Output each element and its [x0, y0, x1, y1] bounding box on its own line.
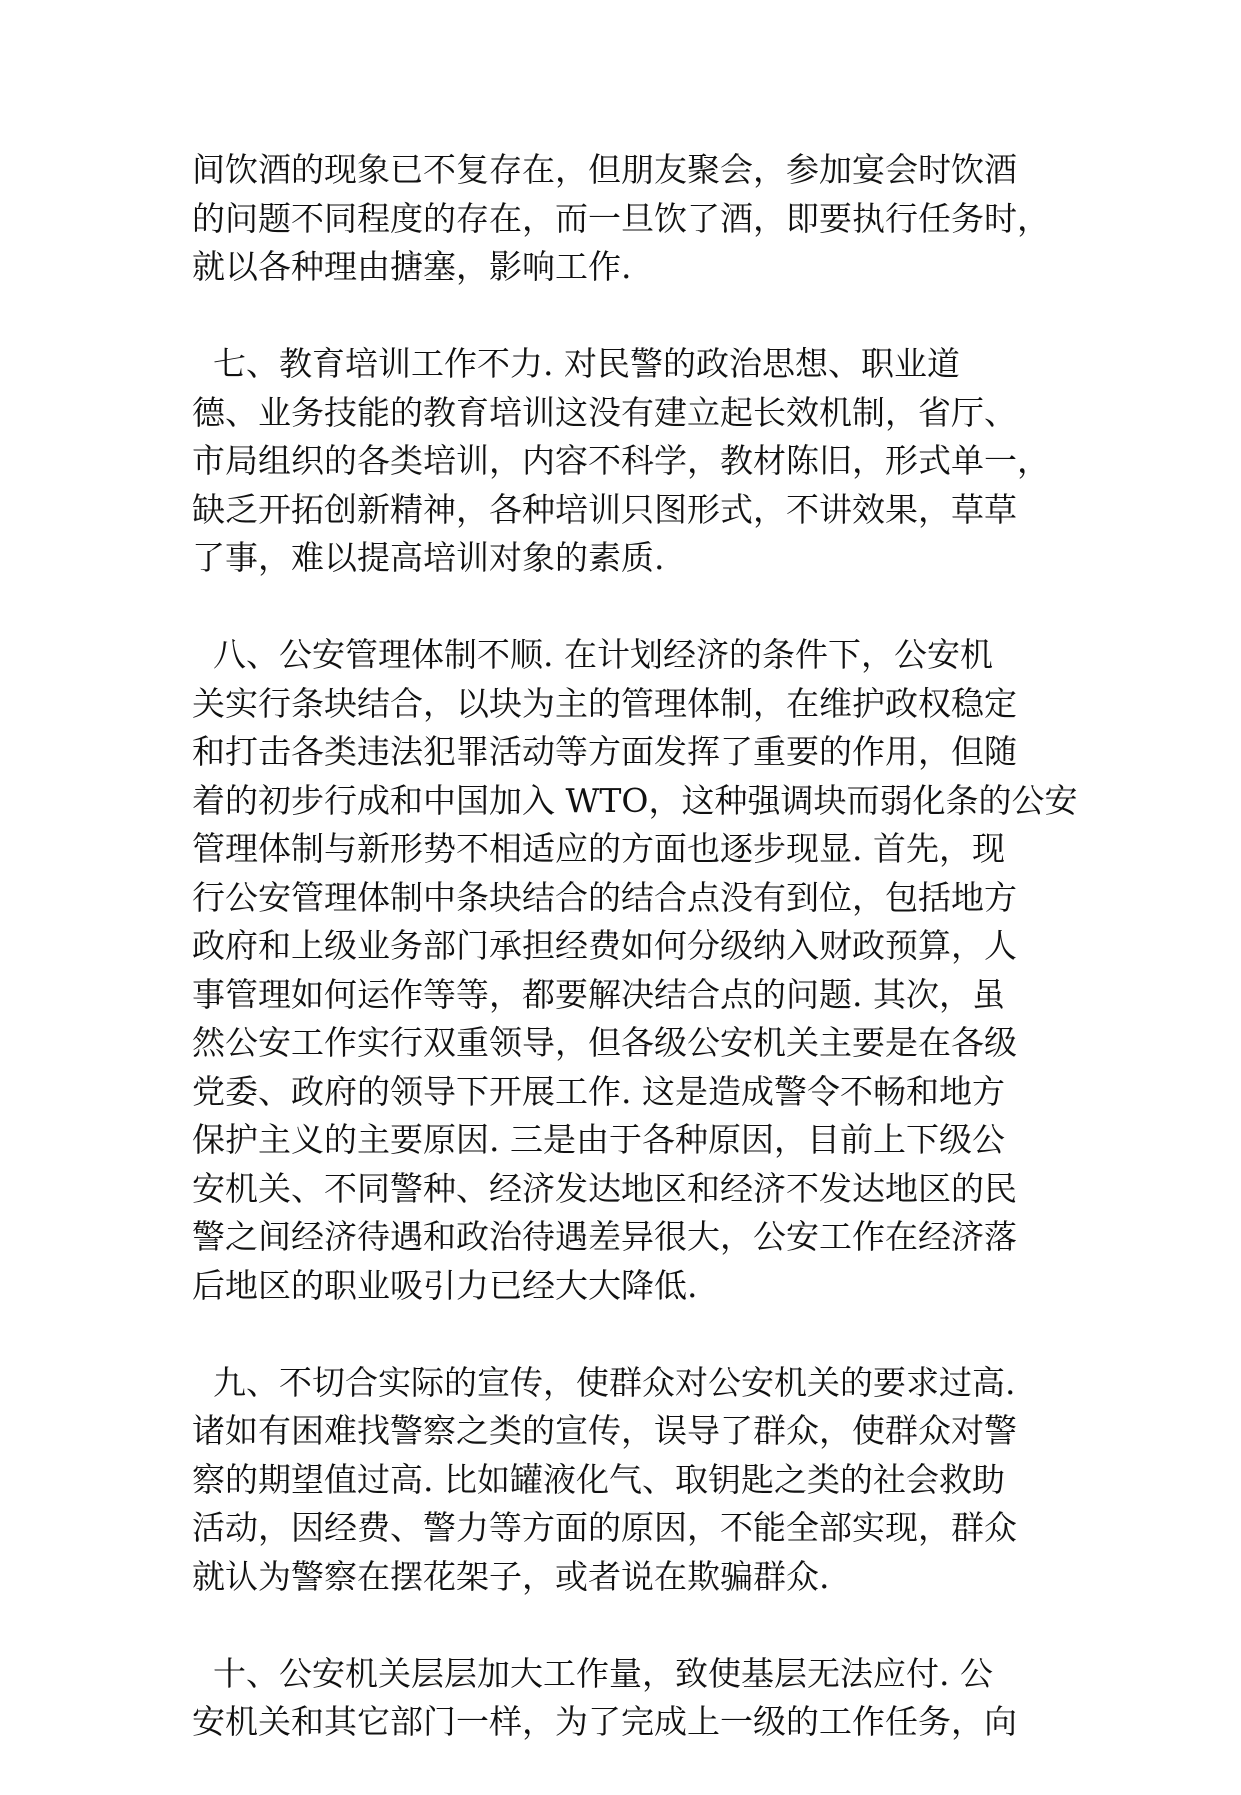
paragraph-section-9: [192, 1359, 1052, 1602]
text-line: 事管理如何运作等等，都要解决结合点的问题. 其次，虽: [192, 974, 1005, 1014]
paragraph-section-7: [192, 340, 1052, 583]
paragraph-section-8: [192, 631, 1078, 1310]
text-line: 了事，难以提高培训对象的素质.: [192, 538, 665, 577]
text-line: 十、公安机关层层加大工作量，致使基层无法应付. 公: [192, 1653, 993, 1693]
text-line: 行公安管理体制中条块结合的结合点没有到位，包括地方: [192, 877, 1017, 917]
text-line: 缺乏开拓创新精神，各种培训只图形式，不讲效果，草草: [192, 489, 1017, 529]
text-line: 就以各种理由搪塞，影响工作.: [192, 247, 632, 286]
text-line: 管理体制与新形势不相适应的方面也逐步现显. 首先，现: [192, 829, 1005, 868]
text-line: 关实行条块结合，以块为主的管理体制，在维护政权稳定: [192, 683, 1017, 723]
text-line: 市局组织的各类培训，内容不科学，教材陈旧，形式单一，: [192, 441, 1050, 480]
text-line: 就认为警察在摆花架子，或者说在欺骗群众.: [192, 1556, 830, 1596]
text-line: 政府和上级业务部门承担经费如何分级纳入财政预算，人: [192, 926, 1017, 965]
text-line: 察的期望值过高. 比如罐液化气、取钥匙之类的社会救助: [192, 1459, 1005, 1499]
paragraph-section-10: [192, 1650, 1052, 1747]
text-line: 保护主义的主要原因. 三是由于各种原因，目前上下级公: [192, 1120, 1005, 1159]
text-line: 七、教育培训工作不力. 对民警的政治思想、职业道: [192, 344, 960, 383]
text-line: 诸如有困难找警察之类的宣传，误导了群众，使群众对警: [192, 1411, 1017, 1450]
text-line: 党委、政府的领导下开展工作. 这是造成警令不畅和地方: [192, 1071, 1005, 1111]
text-line: 警之间经济待遇和政治待遇差异很大，公安工作在经济落: [192, 1217, 1017, 1256]
text-line: 着的初步行成和中国加入 WTO，这种强调块而弱化条的公安: [192, 780, 1078, 820]
text-line: 九、不切合实际的宣传，使群众对公安机关的要求过高.: [192, 1362, 1016, 1402]
text-line: 后地区的职业吸引力已经大大降低.: [192, 1265, 698, 1305]
text-line: 八、公安管理体制不顺. 在计划经济的条件下，公安机: [192, 635, 993, 674]
document-body: [192, 146, 1078, 1795]
text-line: 安机关、不同警种、经济发达地区和经济不发达地区的民: [192, 1168, 1017, 1208]
text-line: 活动，因经费、警力等方面的原因，不能全部实现，群众: [192, 1508, 1017, 1547]
text-line: 然公安工作实行双重领导，但各级公安机关主要是在各级: [192, 1023, 1017, 1062]
paragraph-drinking-continued: [192, 146, 1052, 292]
text-line: 安机关和其它部门一样，为了完成上一级的工作任务，向: [192, 1702, 1017, 1741]
text-line: 间饮酒的现象已不复存在，但朋友聚会，参加宴会时饮酒: [192, 150, 1017, 189]
text-line: 的问题不同程度的存在，而一旦饮了酒，即要执行任务时，: [192, 198, 1050, 238]
text-line: 德、业务技能的教育培训这没有建立起长效机制，省厅、: [192, 392, 1017, 432]
text-line: 和打击各类违法犯罪活动等方面发挥了重要的作用，但随: [192, 732, 1017, 771]
